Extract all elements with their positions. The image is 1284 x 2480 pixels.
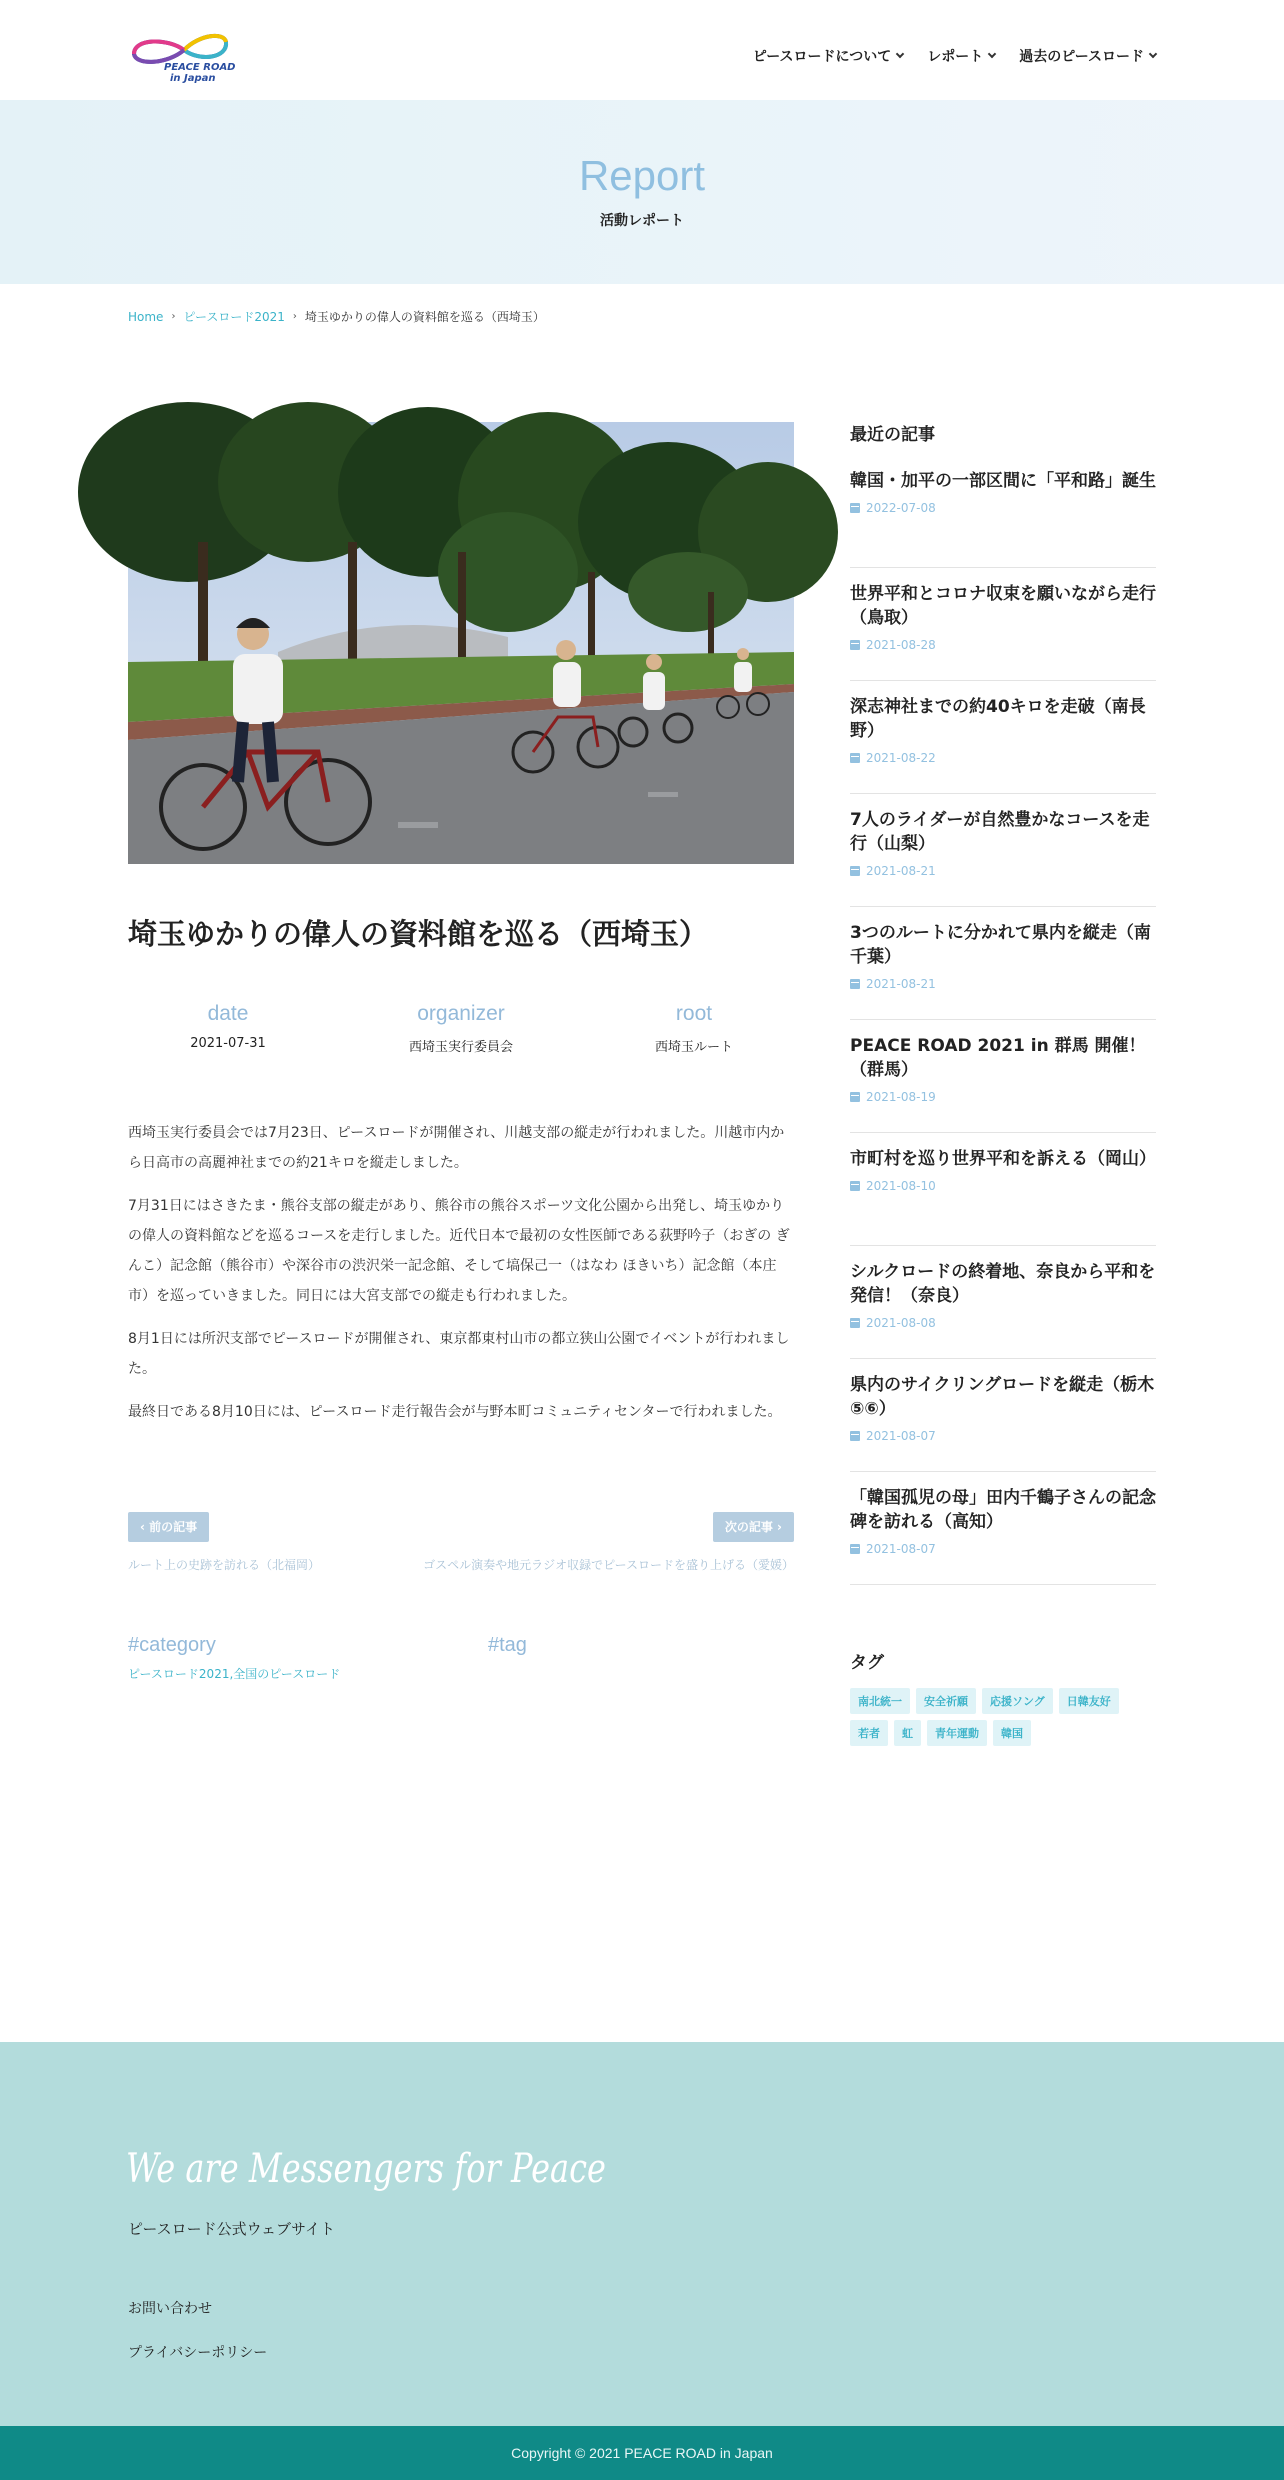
nav-item-past[interactable] [1019, 46, 1156, 66]
recent-post-title[interactable]: PEACE ROAD 2021 in 群馬 開催！（群馬） [850, 1036, 1146, 1080]
page-subtitle: 活動レポート [600, 213, 684, 229]
meta-organizer-label: organizer [417, 1002, 505, 1025]
logo-text-line1: PEACE ROAD [164, 62, 236, 73]
recent-post-item[interactable] [850, 568, 1156, 681]
tags-heading: タグ [850, 1653, 884, 1673]
site-header [0, 0, 1284, 100]
recent-post-date-text: 2021-08-21 [866, 977, 936, 991]
recent-post-title[interactable]: 「韓国孤児の母」田内千鶴子さんの記念碑を訪れる（高知） [850, 1488, 1156, 1532]
recent-post-title[interactable]: 深志神社までの約40キロを走破（南長野） [850, 697, 1146, 741]
calendar-icon [850, 1544, 860, 1554]
recent-post-title[interactable]: 7人のライダーが自然豊かなコースを走行（山梨） [850, 810, 1150, 854]
category-links[interactable]: ピースロード2021,全国のピースロード [128, 1667, 341, 1681]
breadcrumb-separator-icon: › [292, 311, 297, 322]
tag-link[interactable]: 虹 [894, 1720, 921, 1746]
calendar-icon [850, 640, 860, 650]
tag-link[interactable]: 韓国 [993, 1720, 1031, 1746]
recent-post-date [850, 864, 1156, 878]
recent-post-title[interactable]: 3つのルートに分かれて県内を縦走（南千葉） [850, 923, 1151, 967]
tag-link[interactable]: 若者 [850, 1720, 888, 1746]
recent-post-item[interactable] [850, 1359, 1156, 1472]
tag-heading: #tag [488, 1634, 527, 1656]
category-block [128, 1634, 340, 1682]
article-paragraph: 西埼玉実行委員会では7月23日、ピースロードが開催され、川越支部の縦走が行われました。川越市内から日高市の高麗神社までの約21キロを縦走しました。 [128, 1125, 785, 1171]
meta-root [594, 1002, 794, 1055]
recent-post-item[interactable] [850, 1246, 1156, 1359]
tag-link[interactable]: 応援ソング [982, 1688, 1053, 1714]
recent-post-item[interactable] [850, 681, 1156, 794]
slogan-text: We are Messengers for Peace [126, 2146, 606, 2192]
logo-text [164, 62, 235, 84]
recent-post-item[interactable] [850, 1472, 1156, 1585]
recent-post-date-text: 2021-08-07 [866, 1429, 936, 1443]
meta-date [128, 1002, 328, 1055]
recent-posts-list [850, 469, 1156, 1585]
meta-root-label: root [675, 1002, 713, 1025]
recent-post-date [850, 751, 1156, 765]
recent-post-item[interactable] [850, 1020, 1156, 1133]
recent-post-date [850, 1316, 1156, 1330]
tag-link[interactable]: 日韓友好 [1059, 1688, 1119, 1714]
recent-post-date [850, 1429, 1156, 1443]
post-pager [128, 1512, 794, 1582]
breadcrumb-current: 埼玉ゆかりの偉人の資料館を巡る（西埼玉） [304, 310, 545, 324]
breadcrumb-separator-icon: › [171, 311, 176, 322]
nav-item-label: レポート [927, 49, 984, 65]
main-nav [753, 46, 1156, 66]
recent-posts-heading: 最近の記事 [850, 425, 935, 445]
calendar-icon [850, 753, 860, 763]
calendar-icon [850, 1431, 860, 1441]
meta-date-label: date [207, 1002, 249, 1025]
article-paragraph: 最終日である8月10日には、ピースロード走行報告会が与野本町コミュニティセンターで行われました。 [128, 1404, 782, 1420]
chevron-down-icon [988, 50, 996, 58]
recent-post-item[interactable] [850, 907, 1156, 1020]
peace-road-logo[interactable] [128, 28, 240, 86]
recent-post-date [850, 977, 1156, 991]
article-photo [128, 422, 794, 864]
footer-site-name: ピースロード公式ウェブサイト [128, 2220, 336, 2238]
meta-organizer [361, 1002, 561, 1055]
recent-post-date [850, 501, 1156, 515]
recent-post-date [850, 638, 1156, 652]
article-title: 埼玉ゆかりの偉人の資料館を巡る（西埼玉） [128, 917, 709, 951]
recent-post-date-text: 2021-08-21 [866, 864, 936, 878]
article-paragraph: 8月1日には所沢支部でピースロードが開催され、東京都東村山市の都立狭山公園でイベントが行われました。 [128, 1331, 790, 1377]
tag-link[interactable]: 南北統一 [850, 1688, 910, 1714]
recent-post-title[interactable]: 韓国・加平の一部区間に「平和路」誕生 [850, 471, 1156, 491]
meta-root-value: 西埼玉ルート [654, 1040, 733, 1055]
breadcrumb [128, 308, 545, 325]
calendar-icon [850, 503, 860, 513]
recent-post-date-text: 2022-07-08 [866, 501, 936, 515]
tag-block [488, 1634, 527, 1657]
recent-post-date-text: 2021-08-28 [866, 638, 936, 652]
sidebar [850, 420, 1156, 1585]
nav-item-label: ピースロードについて [752, 49, 892, 65]
breadcrumb-home-link[interactable]: Home [128, 309, 164, 324]
category-heading: #category [128, 1634, 216, 1656]
recent-post-title[interactable]: 世界平和とコロナ収束を願いながら走行（鳥取） [850, 584, 1156, 628]
calendar-icon [850, 1092, 860, 1102]
cyclists-photo-image [128, 422, 794, 864]
logo-text-line2: in Japan [170, 73, 216, 84]
recent-post-title[interactable]: 県内のサイクリングロードを縦走（栃木⑤⑥） [850, 1375, 1155, 1419]
copyright-bar: Copyright © 2021 PEACE ROAD in Japan [0, 2426, 1284, 2480]
page-hero [0, 100, 1284, 284]
footer-slogan [124, 2120, 624, 2210]
nav-item-label: 過去のピースロード [1019, 49, 1144, 65]
tag-link[interactable]: 安全祈願 [916, 1688, 976, 1714]
site-footer [0, 2042, 1284, 2426]
calendar-icon [850, 1181, 860, 1191]
article-body [128, 1118, 794, 1440]
contact-link[interactable]: お問い合わせ [128, 2301, 212, 2317]
privacy-policy-link[interactable]: プライバシーポリシー [128, 2345, 268, 2361]
meta-date-value: 2021-07-31 [190, 1036, 266, 1051]
tag-cloud [850, 1688, 1156, 1746]
article-meta [128, 1002, 794, 1055]
recent-post-date-text: 2021-08-08 [866, 1316, 936, 1330]
calendar-icon [850, 979, 860, 989]
recent-post-date-text: 2021-08-19 [866, 1090, 936, 1104]
recent-post-date [850, 1179, 1156, 1193]
recent-post-date-text: 2021-08-10 [866, 1179, 936, 1193]
prev-post-button[interactable]: ‹ 前の記事 [128, 1512, 209, 1542]
tag-link[interactable]: 青年運動 [927, 1720, 987, 1746]
recent-post-item[interactable] [850, 1133, 1156, 1246]
recent-post-date [850, 1090, 1156, 1104]
breadcrumb-category-link[interactable]: ピースロード2021 [183, 310, 285, 324]
footer-links [128, 2298, 267, 2386]
recent-post-date [850, 1542, 1156, 1556]
recent-post-title[interactable]: シルクロードの終着地、奈良から平和を発信！（奈良） [850, 1262, 1156, 1306]
recent-post-item[interactable] [850, 794, 1156, 907]
recent-post-date-text: 2021-08-07 [866, 1542, 936, 1556]
meta-organizer-value: 西埼玉実行委員会 [408, 1040, 513, 1055]
article-paragraph: 7月31日にはさきたま・熊谷支部の縦走があり、熊谷市の熊谷スポーツ文化公園から出発し、埼玉ゆかりの偉人の資料館などを巡るコースを走行しました。近代日本で最初の女性医師である荻野吟子（おぎの ぎんこ）記念館（熊谷市）や深谷市の渋沢栄一記念館、そして塙保己一（はなわ ほきいち）記念館（本庄市）を巡っていきました。同日には大宮支部での縦走も行われました。 [128, 1198, 790, 1304]
prev-post-link[interactable]: ルート上の史跡を訪れる（北福岡） [128, 1558, 321, 1572]
recent-post-item[interactable] [850, 469, 1156, 568]
nav-item-about[interactable] [753, 46, 903, 66]
next-post-link[interactable]: ゴスペル演奏や地元ラジオ収録でピースロードを盛り上げる（愛媛） [423, 1558, 794, 1572]
calendar-icon [850, 1318, 860, 1328]
page-title: Report [578, 152, 706, 199]
recent-post-title[interactable]: 市町村を巡り世界平和を訴える（岡山） [850, 1149, 1156, 1169]
nav-item-report[interactable] [927, 46, 995, 66]
chevron-down-icon [896, 50, 904, 58]
chevron-down-icon [1149, 50, 1157, 58]
calendar-icon [850, 866, 860, 876]
next-post-button[interactable]: 次の記事 › [713, 1512, 794, 1542]
recent-post-date-text: 2021-08-22 [866, 751, 936, 765]
